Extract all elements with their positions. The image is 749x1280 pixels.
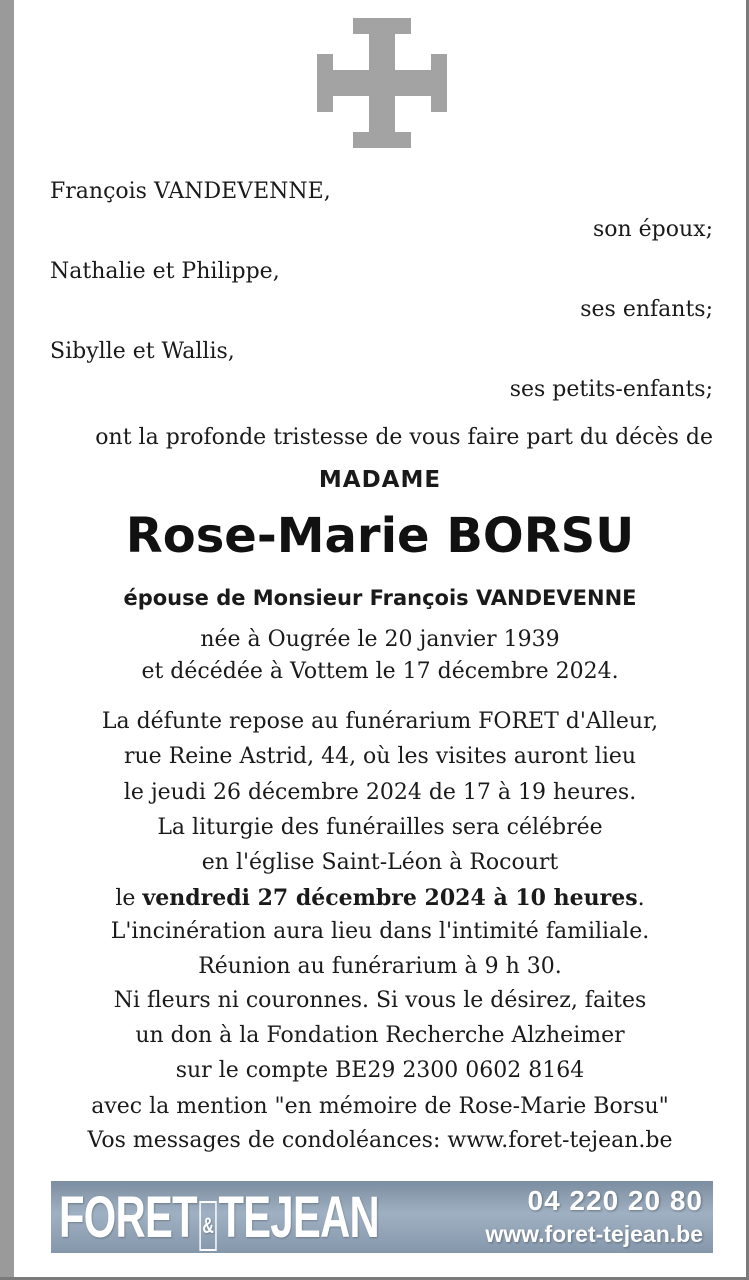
deceased-name: Rose-Marie BORSU (125, 508, 635, 564)
details-line-9: Ni fleurs ni couronnes. Si vous le désirez, faites (113, 988, 647, 1013)
funeral-date: vendredi 27 décembre 2024 à 10 heures (142, 885, 638, 911)
family-relation-2: ses enfants; (580, 297, 713, 322)
details-line-1: La défunte repose au funérarium FORET d'Alleur, (101, 709, 659, 734)
details-line-11: sur le compte BE29 2300 0602 8164 (175, 1058, 585, 1083)
logo-amp: & (199, 1201, 216, 1251)
announcement: ont la profonde tristesse de vous faire part du décès de (95, 425, 713, 450)
details-line-6-suffix: . (637, 886, 645, 911)
details-line-3: le jeudi 26 décembre 2024 de 17 à 19 heures. (123, 780, 637, 805)
family-name-2: Nathalie et Philippe, (50, 259, 280, 284)
condolences-line: Vos messages de condoléances: www.foret-tejean.be (87, 1128, 673, 1153)
jerusalem-cross-icon (317, 18, 447, 148)
family-relation-1: son époux; (592, 217, 713, 242)
details-line-6-prefix: le (115, 886, 143, 911)
death-line: et décédée à Vottem le 17 décembre 2024. (141, 659, 619, 684)
funeral-home-banner (51, 1181, 713, 1253)
details-line-8: Réunion au funérarium à 9 h 30. (198, 954, 562, 979)
logo-left: FORET (59, 1185, 197, 1250)
family-name-1: François VANDEVENNE, (50, 179, 331, 204)
details-line-12: avec la mention "en mémoire de Rose-Marie Borsu" (91, 1094, 669, 1119)
title-madame: MADAME (318, 467, 442, 493)
logo-right: TEJEAN (218, 1185, 379, 1250)
details-line-4: La liturgie des funérailles sera célébrée (157, 815, 603, 840)
birth-line: née à Ougrée le 20 janvier 1939 (200, 627, 560, 652)
details-line-10: un don à la Fondation Recherche Alzheimer (135, 1023, 625, 1048)
family-name-3: Sibylle et Wallis, (50, 339, 235, 364)
spouse-line: épouse de Monsieur François VANDEVENNE (123, 586, 637, 610)
website-link[interactable]: www.foret-tejean.be (485, 1221, 703, 1247)
details-line-2: rue Reine Astrid, 44, où les visites auront lieu (123, 744, 637, 769)
details-line-5: en l'église Saint-Léon à Rocourt (201, 850, 559, 875)
phone-number: 04 220 20 80 (527, 1185, 703, 1216)
details-line-7: L'incinération aura lieu dans l'intimité familiale. (110, 919, 650, 944)
details-line-6 (14, 884, 746, 913)
left-border (0, 0, 14, 1280)
funeral-home-logo (59, 1187, 379, 1251)
family-relation-3: ses petits-enfants; (509, 377, 713, 402)
